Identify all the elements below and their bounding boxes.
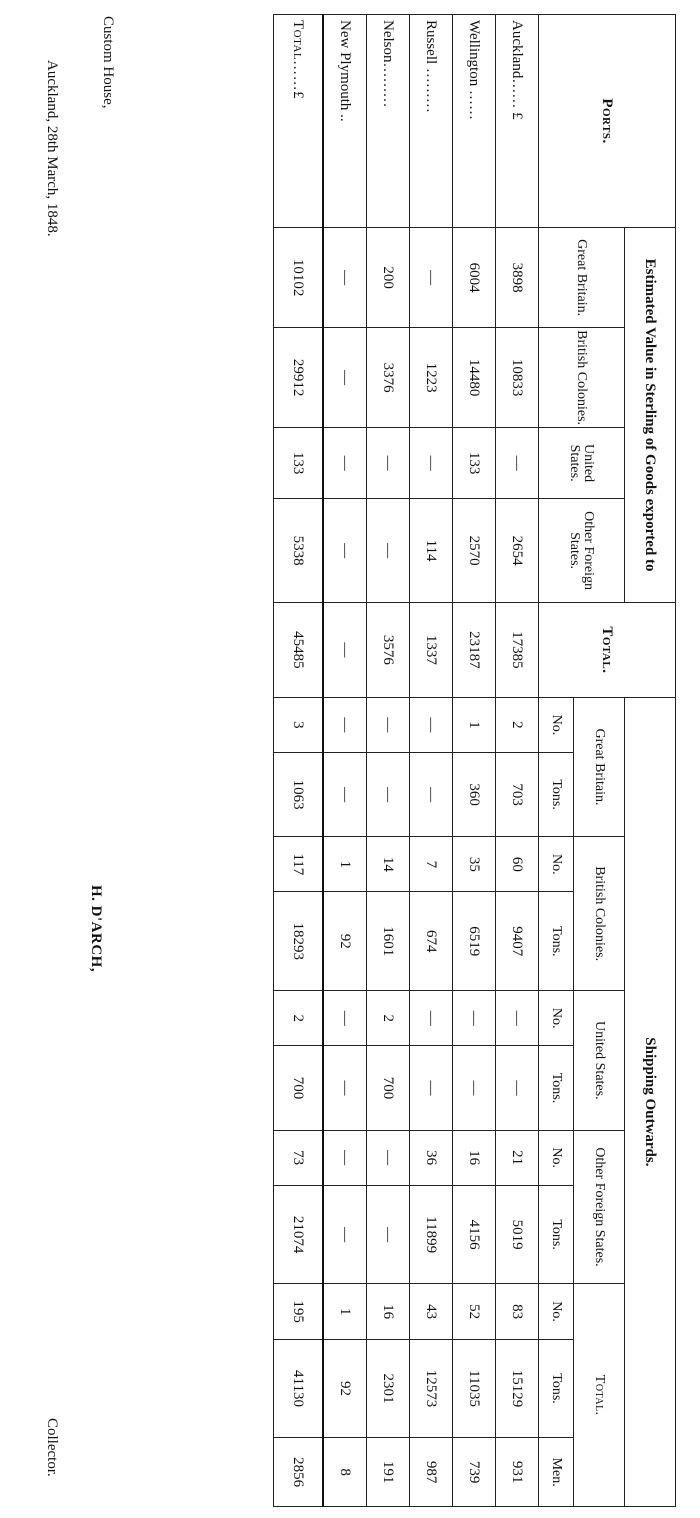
footer-collector-title: Collector. — [44, 1418, 60, 1477]
value-cell-s-us-no: 2 — [367, 991, 410, 1046]
value-cell-ofs: 5338 — [274, 499, 324, 603]
shipping-title: Shipping Outwards. — [625, 697, 676, 1506]
value-cell-us: — — [367, 428, 410, 499]
port-name-cell: New Plymouth .. — [323, 15, 367, 228]
value-cell-s-ofs-tons: 21074 — [274, 1185, 324, 1284]
value-cell-men: 8 — [323, 1438, 367, 1507]
value-cell-s-bc-tons: 6519 — [453, 892, 496, 991]
footer-place-date: Auckland, 28th March, 1848. — [44, 60, 60, 237]
value-cell-bc: 29912 — [274, 328, 324, 428]
value-cell-s-bc-tons: 18293 — [274, 892, 324, 991]
value-cell-bc: 10833 — [496, 328, 539, 428]
table-row — [410, 15, 453, 1507]
value-cell-s-gb-no: 2 — [496, 697, 539, 752]
value-cell-ofs: — — [323, 499, 367, 603]
value-cell-s-t-tons: 41130 — [274, 1339, 324, 1438]
value-cell-men: 931 — [496, 1438, 539, 1507]
value-cell-bc: 3376 — [367, 328, 410, 428]
value-cell-s-ofs-no: 73 — [274, 1130, 324, 1185]
value-cell-s-ofs-tons: — — [367, 1185, 410, 1284]
value-cell-total: 17385 — [496, 603, 539, 698]
value-cell-us: 133 — [453, 428, 496, 499]
value-cell-s-bc-no: 1 — [323, 837, 367, 892]
value-cell-gb: 6004 — [453, 228, 496, 328]
value-cell-ofs: 2654 — [496, 499, 539, 603]
col-other-foreign-states: Other Foreign States. — [539, 499, 625, 603]
value-cell-s-ofs-no: — — [323, 1130, 367, 1185]
value-cell-s-ofs-no: 21 — [496, 1130, 539, 1185]
sub-tons: Tons. — [539, 1046, 574, 1130]
table-row — [367, 15, 410, 1507]
value-cell-s-ofs-tons: 5019 — [496, 1185, 539, 1284]
value-cell-gb: — — [323, 228, 367, 328]
value-cell-s-bc-tons: 9407 — [496, 892, 539, 991]
value-cell-s-us-no: — — [323, 991, 367, 1046]
value-cell-gb: 3898 — [496, 228, 539, 328]
sub-tons: Tons. — [539, 1185, 574, 1284]
value-cell-s-t-no: 1 — [323, 1284, 367, 1339]
ports-header: Ports. — [539, 15, 676, 228]
sub-tons: Tons. — [539, 1339, 574, 1438]
exports-title: Estimated Value in Sterling of Goods exported to — [625, 228, 676, 603]
value-cell-bc: — — [323, 328, 367, 428]
sub-men: Men. — [539, 1438, 574, 1507]
value-cell-bc: 14480 — [453, 328, 496, 428]
port-name-cell: Russell ……… — [410, 15, 453, 228]
value-cell-gb: 200 — [367, 228, 410, 328]
value-cell-s-gb-tons: — — [323, 753, 367, 837]
value-cell-s-ofs-no: 16 — [453, 1130, 496, 1185]
value-cell-men: 987 — [410, 1438, 453, 1507]
value-cell-s-ofs-tons: — — [323, 1185, 367, 1284]
value-cell-gb: 10102 — [274, 228, 324, 328]
sub-no: No. — [539, 1284, 574, 1339]
value-cell-us: 133 — [274, 428, 324, 499]
sub-no: No. — [539, 837, 574, 892]
exports-total-header: Total. — [539, 603, 676, 698]
value-cell-gb: — — [410, 228, 453, 328]
col-united-states: United States. — [539, 428, 625, 499]
value-cell-s-gb-tons: 1063 — [274, 753, 324, 837]
value-cell-total: 23187 — [453, 603, 496, 698]
value-cell-s-us-tons: — — [453, 1046, 496, 1130]
value-cell-s-gb-no: — — [410, 697, 453, 752]
value-cell-s-bc-no: 117 — [274, 837, 324, 892]
value-cell-bc: 1223 — [410, 328, 453, 428]
table-row — [496, 15, 539, 1507]
table-row — [323, 15, 367, 1507]
value-cell-men: 191 — [367, 1438, 410, 1507]
value-cell-s-t-no: 195 — [274, 1284, 324, 1339]
ship-group-british-colonies: British Colonies. — [574, 837, 625, 991]
sub-no: No. — [539, 1130, 574, 1185]
value-cell-men: 2856 — [274, 1438, 324, 1507]
col-british-colonies: British Colonies. — [539, 328, 625, 428]
value-cell-s-gb-no: — — [323, 697, 367, 752]
value-cell-s-gb-no: 3 — [274, 697, 324, 752]
value-cell-men: 739 — [453, 1438, 496, 1507]
value-cell-s-t-no: 43 — [410, 1284, 453, 1339]
value-cell-us: — — [496, 428, 539, 499]
value-cell-s-ofs-no: — — [367, 1130, 410, 1185]
ship-group-other-foreign-states: Other Foreign States. — [574, 1130, 625, 1284]
value-cell-s-bc-tons: 92 — [323, 892, 367, 991]
value-cell-s-bc-tons: 1601 — [367, 892, 410, 991]
sub-no: No. — [539, 697, 574, 752]
table-body — [274, 15, 539, 1507]
value-cell-s-ofs-no: 36 — [410, 1130, 453, 1185]
value-cell-us: — — [410, 428, 453, 499]
sub-no: No. — [539, 991, 574, 1046]
value-cell-s-ofs-tons: 11899 — [410, 1185, 453, 1284]
value-cell-s-gb-no: 1 — [453, 697, 496, 752]
footer-office: Custom House, — [100, 16, 116, 109]
value-cell-ofs: 114 — [410, 499, 453, 603]
table-row — [453, 15, 496, 1507]
value-cell-s-gb-tons: — — [410, 753, 453, 837]
value-cell-s-us-no: — — [410, 991, 453, 1046]
value-cell-s-t-tons: 11035 — [453, 1339, 496, 1438]
value-cell-s-gb-tons: 360 — [453, 753, 496, 837]
value-cell-s-gb-tons: 703 — [496, 753, 539, 837]
value-cell-s-bc-no: 14 — [367, 837, 410, 892]
sub-tons: Tons. — [539, 892, 574, 991]
value-cell-total: — — [323, 603, 367, 698]
value-cell-s-ofs-tons: 4156 — [453, 1185, 496, 1284]
value-cell-total: 1337 — [410, 603, 453, 698]
value-cell-s-t-tons: 92 — [323, 1339, 367, 1438]
value-cell-us: — — [323, 428, 367, 499]
port-name-cell: Nelson……… — [367, 15, 410, 228]
value-cell-s-us-tons: — — [496, 1046, 539, 1130]
ship-group-total: Total. — [574, 1284, 625, 1507]
value-cell-s-us-no: 2 — [274, 991, 324, 1046]
sub-tons: Tons. — [539, 753, 574, 837]
port-name-cell: Wellington …… — [453, 15, 496, 228]
footer-signatory: H. D'ARCH, — [88, 885, 104, 973]
value-cell-s-t-tons: 2301 — [367, 1339, 410, 1438]
value-cell-s-bc-no: 35 — [453, 837, 496, 892]
value-cell-s-us-tons: — — [323, 1046, 367, 1130]
value-cell-s-gb-no: — — [367, 697, 410, 752]
port-name-cell: Auckland…… £ — [496, 15, 539, 228]
total-row — [274, 15, 324, 1507]
ship-group-great-britain: Great Britain. — [574, 697, 625, 836]
col-great-britain: Great Britain. — [539, 228, 625, 328]
value-cell-total: 3576 — [367, 603, 410, 698]
value-cell-s-bc-tons: 674 — [410, 892, 453, 991]
value-cell-total: 45485 — [274, 603, 324, 698]
value-cell-s-t-tons: 15129 — [496, 1339, 539, 1438]
ship-group-united-states: United States. — [574, 991, 625, 1130]
value-cell-s-us-tons: 700 — [367, 1046, 410, 1130]
value-cell-s-us-tons: — — [410, 1046, 453, 1130]
value-cell-s-t-tons: 12573 — [410, 1339, 453, 1438]
port-name-cell: Total……£ — [274, 15, 324, 228]
value-cell-ofs: 2570 — [453, 499, 496, 603]
exports-shipping-table — [273, 14, 676, 1507]
value-cell-s-us-no: — — [453, 991, 496, 1046]
value-cell-s-t-no: 52 — [453, 1284, 496, 1339]
value-cell-ofs: — — [367, 499, 410, 603]
value-cell-s-us-no: — — [496, 991, 539, 1046]
value-cell-s-gb-tons: — — [367, 753, 410, 837]
value-cell-s-t-no: 83 — [496, 1284, 539, 1339]
value-cell-s-bc-no: 60 — [496, 837, 539, 892]
value-cell-s-us-tons: 700 — [274, 1046, 324, 1130]
value-cell-s-bc-no: 7 — [410, 837, 453, 892]
value-cell-s-t-no: 16 — [367, 1284, 410, 1339]
